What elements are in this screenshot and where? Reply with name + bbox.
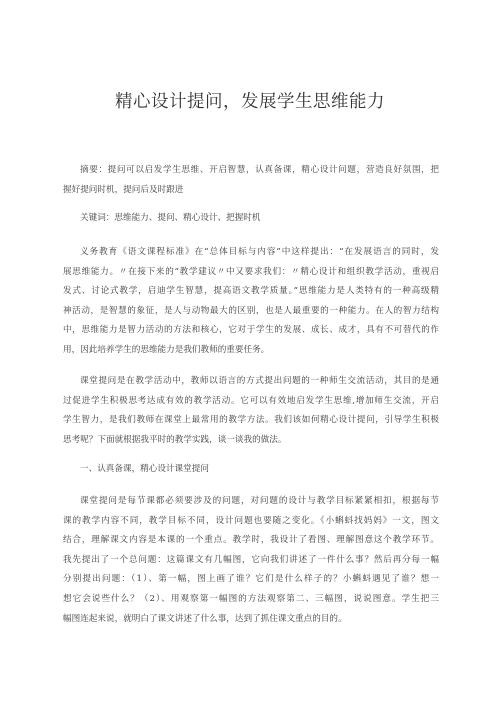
text-line: 我先提出了一个总问题：这篇课文有几幅图，它向我们讲述了一件什么事？然后再分每一幅 bbox=[63, 554, 439, 565]
text-line: 学生智力，是我们教师在课堂上最常用的教学方法。我们该如何精心设计提问，引导学生积极 bbox=[63, 415, 439, 426]
text-line: 分别提出问题：（1）、第一幅，图上画了谁？它们是什么样子的？小蝌蚪遇见了谁？想一 bbox=[63, 574, 439, 585]
paragraph-3 bbox=[63, 492, 439, 629]
text-line: 想它会说些什么？（2）、用观察第一幅图的方法观察第二、三幅图，说说图意。学生把三 bbox=[63, 593, 439, 604]
text-line: 用，因此培养学生的思维能力是我们教师的重要任务。 bbox=[63, 344, 270, 355]
keywords: 关键词：思维能力、提问、精心设计、把握时机 bbox=[80, 213, 261, 223]
text-line: 课堂提问是在教学活动中，教师以语言的方式提出问题的一种师生交流活动，其目的是通 bbox=[80, 376, 439, 386]
text-line: 义务教育《语文课程标准》在“总体目标与内容”中这样提出：“在发展语言的同时，发 bbox=[80, 247, 439, 257]
text-line: 发式、讨论式教学，启迪学生智慧，提高语文教学质量。”思维能力是人类特有的一种高级精 bbox=[63, 286, 439, 297]
text-line: 幅图连起来说，就明白了课文讲述了什么事，达到了抓住课文重点的目的。 bbox=[63, 613, 347, 624]
page-title: 精心设计提问，发展学生思维能力 bbox=[115, 92, 385, 112]
paragraph-2 bbox=[63, 372, 439, 450]
text-line: 课的教学内容不同，教学目标不同，设计问题也要随之变化。《小蝌蚪找妈妈》一文，图文 bbox=[63, 515, 439, 526]
text-line: 结合，理解课文内容是本课的一个重点。教学时，我设计了看图、理解图意这个教学环节。 bbox=[63, 535, 439, 546]
text-line: 思考呢？下面就根据我平时的教学实践，谈一谈我的做法。 bbox=[63, 434, 287, 445]
text-line: 中，思维能力是智力活动的方法和核心，它对于学生的发展、成长、成才，具有不可替代的作 bbox=[63, 325, 439, 336]
text-line: 神活动，是智慧的象征，是人与动物最大的区别，也是人最重要的一种能力。在人的智力结构 bbox=[63, 305, 439, 316]
text-line: 展思维能力。〃在接下来的“教学建议〃中又要求我们：〃精心设计和组织教学活动，重视启 bbox=[63, 266, 439, 277]
abstract-line: 摘要：提问可以启发学生思维、开启智慧，认真备课，精心设计问题，营造良好氛围，把 bbox=[80, 165, 439, 175]
abstract-line: 握好提问时机，提问后及时跟进 bbox=[63, 184, 184, 195]
paragraph-1 bbox=[63, 243, 439, 361]
text-line: 过促进学生积极思考达成有效的教学活动。它可以有效地启发学生思维,增加师生交流，开启 bbox=[63, 395, 439, 406]
text-line: 课堂提问是每节课都必须要涉及的问题，对问题的设计与教学目标紧紧相扣，根据每节 bbox=[80, 496, 439, 506]
abstract bbox=[63, 161, 439, 200]
section-heading-1: 一、认真备课，精心设计课堂提问 bbox=[80, 464, 209, 474]
